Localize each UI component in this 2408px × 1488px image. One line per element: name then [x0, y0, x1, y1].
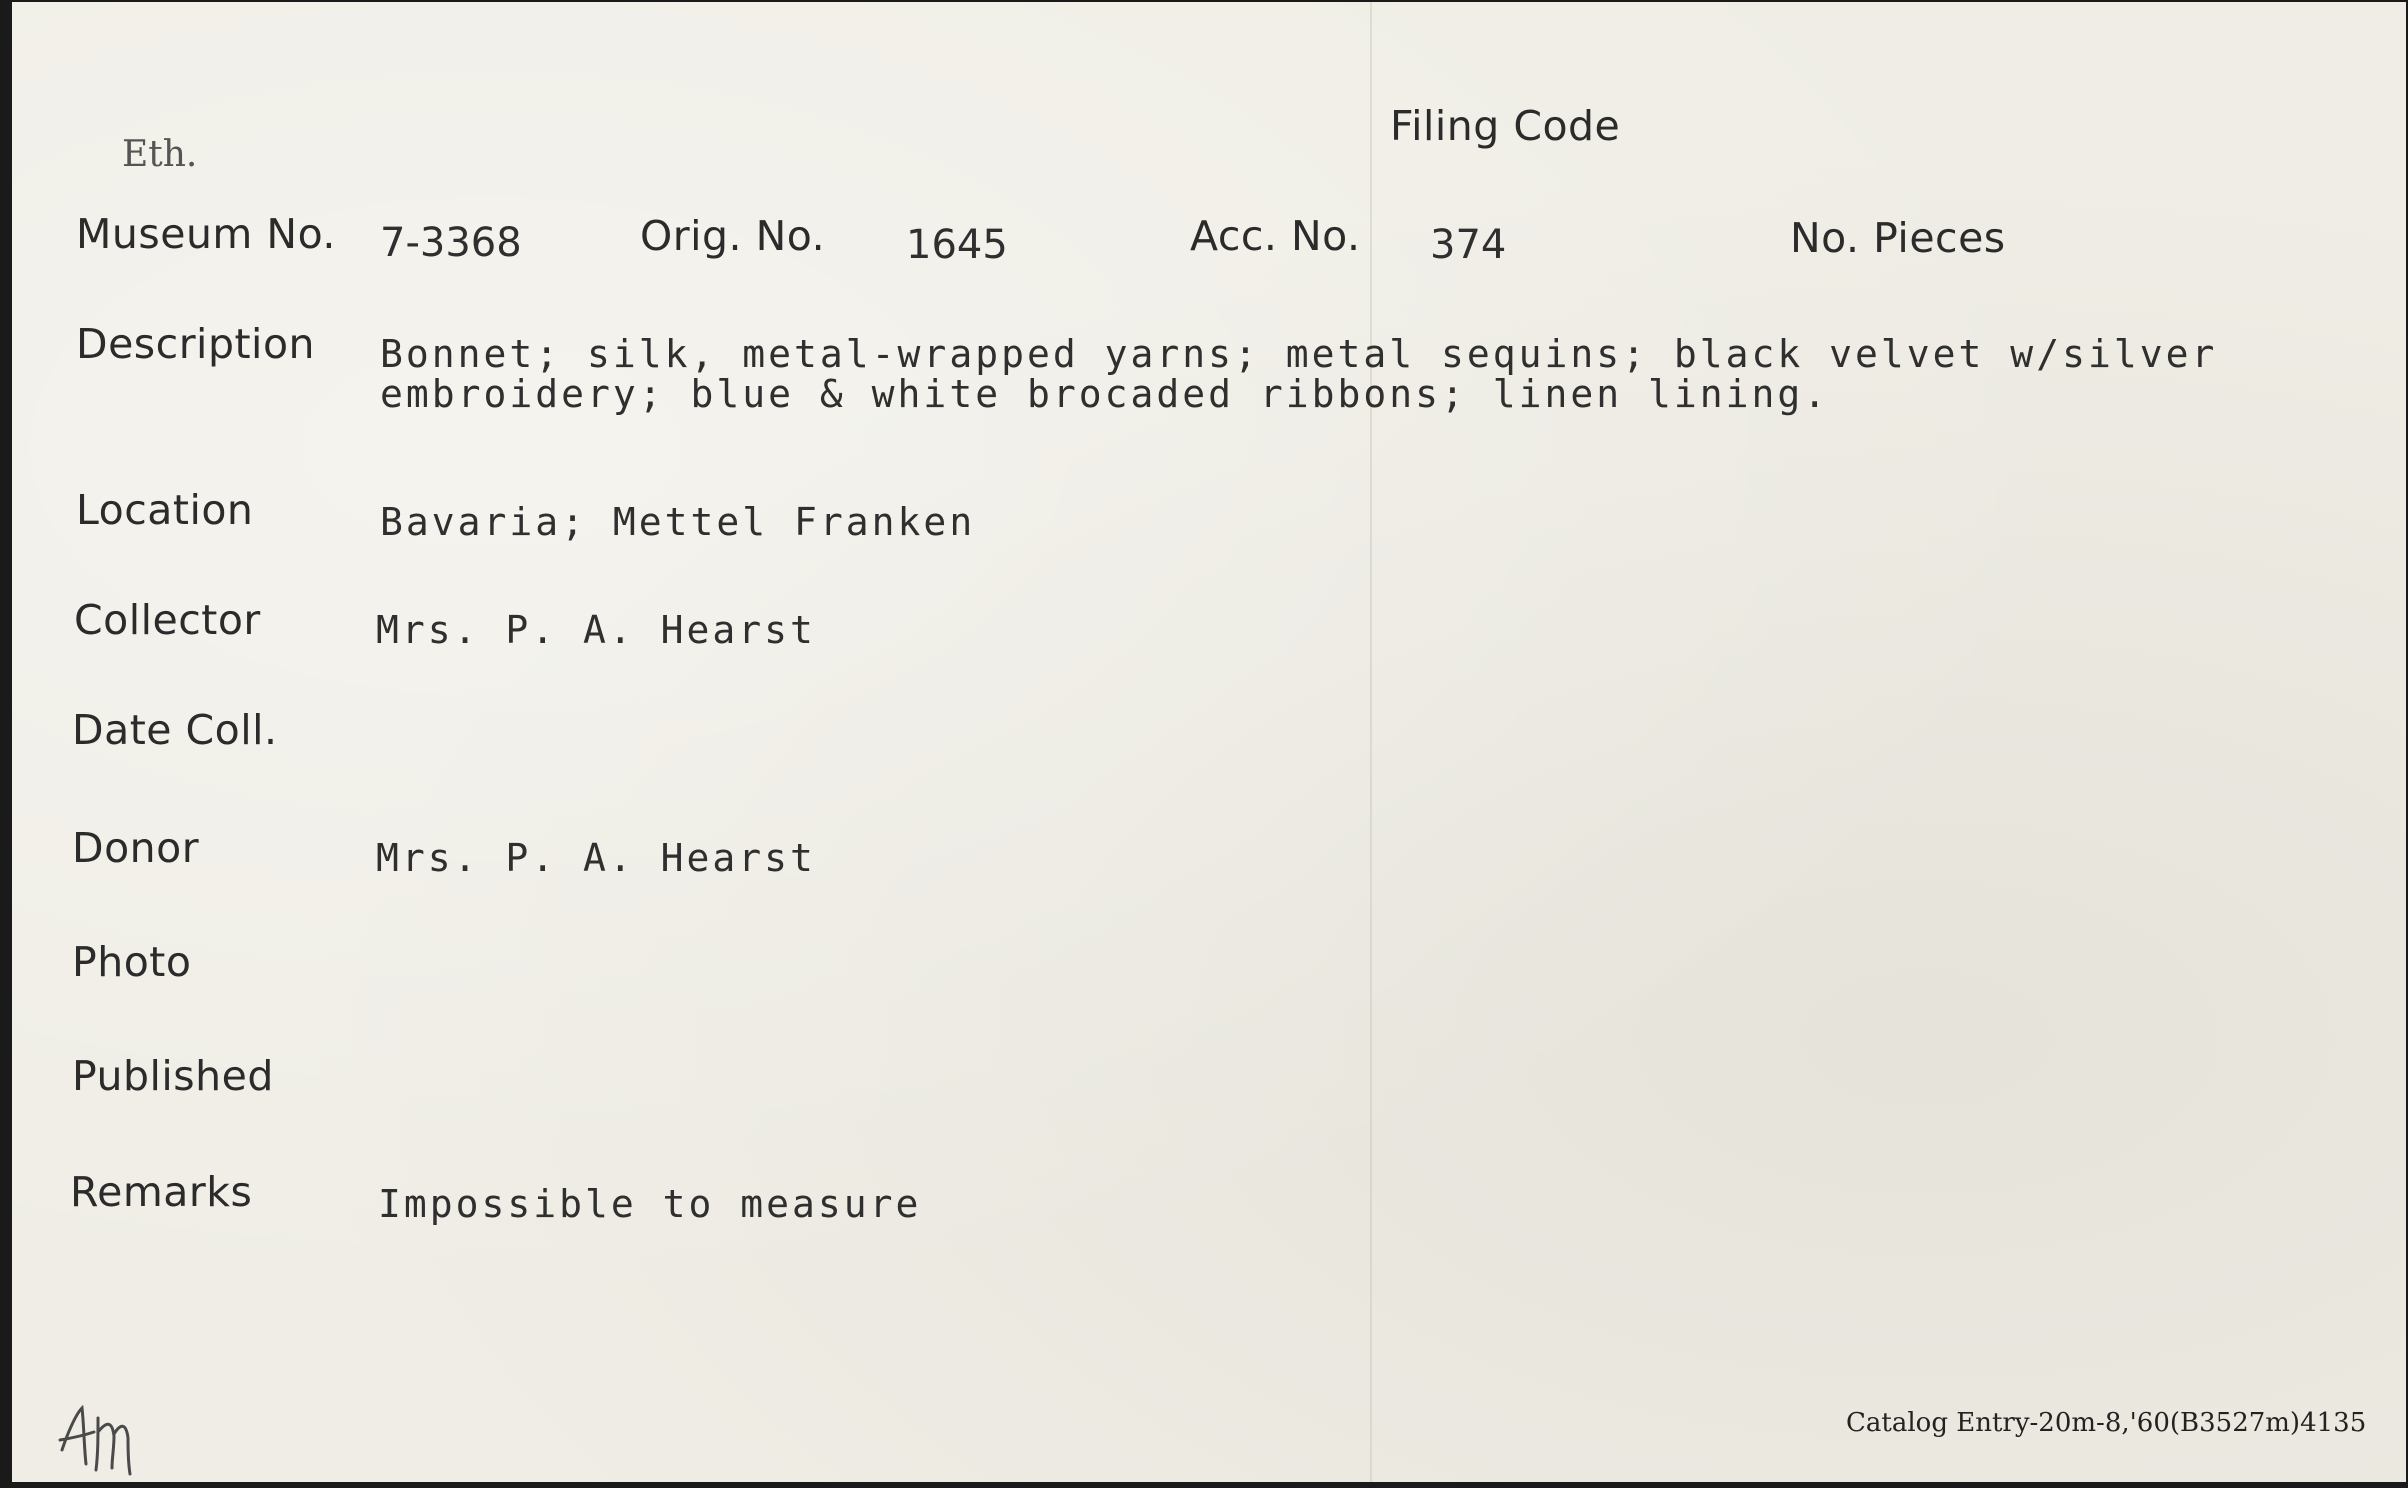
- catalog-entry-footer: Catalog Entry-20m-8,'60(B3527m)4135: [1846, 1408, 2367, 1438]
- department-label: Eth.: [122, 134, 198, 175]
- acc-no-label: Acc. No.: [1190, 212, 1361, 260]
- acc-no-value: 374: [1430, 222, 1507, 268]
- card-fold-line: [1370, 2, 1372, 1482]
- photo-label: Photo: [72, 938, 192, 986]
- orig-no-label: Orig. No.: [640, 212, 826, 260]
- handwritten-initials: [54, 1392, 154, 1482]
- description-label: Description: [76, 320, 316, 368]
- museum-no-value: 7-3368: [380, 220, 522, 266]
- date-coll-label: Date Coll.: [72, 706, 278, 754]
- remarks-value: Impossible to measure: [378, 1182, 922, 1226]
- no-pieces-label: No. Pieces: [1790, 214, 2006, 262]
- donor-value: Mrs. P. A. Hearst: [376, 836, 816, 880]
- collector-value: Mrs. P. A. Hearst: [376, 608, 816, 652]
- remarks-label: Remarks: [70, 1168, 253, 1216]
- filing-code-label: Filing Code: [1390, 102, 1621, 150]
- collector-label: Collector: [74, 596, 261, 644]
- description-line-1: Bonnet; silk, metal-wrapped yarns; metal sequins; black velvet w/silver: [380, 332, 2218, 376]
- orig-no-value: 1645: [906, 222, 1008, 268]
- location-label: Location: [76, 486, 254, 534]
- catalog-card: [12, 2, 2406, 1482]
- description-line-2: embroidery; blue & white brocaded ribbons; linen lining.: [380, 372, 1830, 416]
- published-label: Published: [72, 1052, 274, 1100]
- donor-label: Donor: [72, 824, 200, 872]
- location-value: Bavaria; Mettel Franken: [380, 500, 976, 544]
- museum-no-label: Museum No.: [76, 210, 336, 258]
